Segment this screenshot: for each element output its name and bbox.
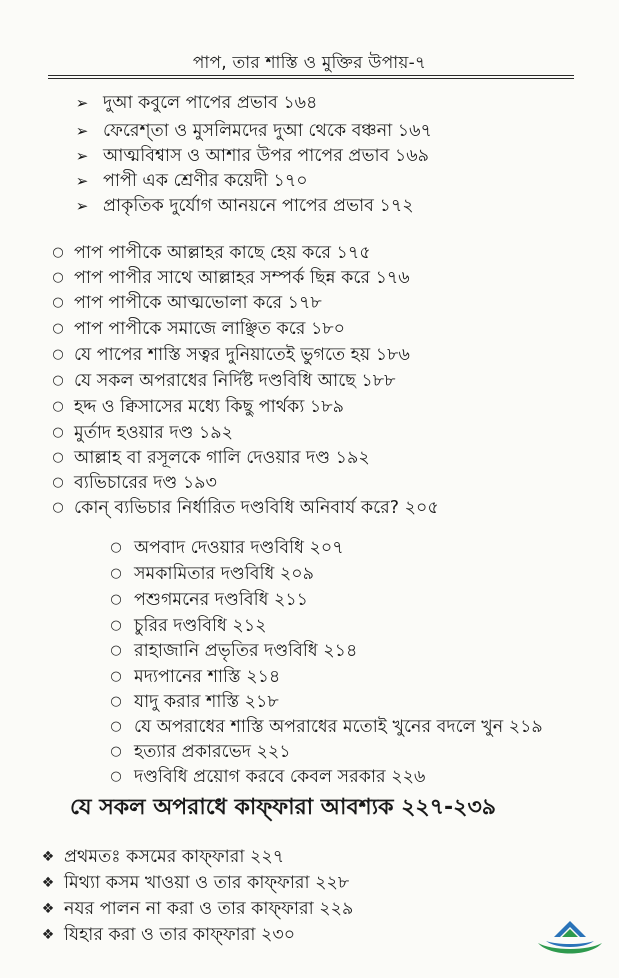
list-item bbox=[0, 342, 619, 368]
list-item bbox=[0, 445, 619, 471]
list-item-text: হদ্দ ও ক্বিসাসের মধ্যে কিছু পার্থক্য ১৮৯ bbox=[74, 397, 344, 417]
arrow-bullet-icon: ➢ bbox=[75, 122, 89, 140]
list-item bbox=[0, 90, 619, 116]
list-item bbox=[0, 689, 619, 715]
list-item bbox=[0, 394, 619, 420]
list-item-text: ব্যভিচারের দণ্ড ১৯৩ bbox=[74, 473, 217, 493]
list-item bbox=[0, 870, 619, 896]
publisher-logo-icon bbox=[532, 913, 608, 961]
list-item bbox=[0, 316, 619, 342]
diamond-bullet-icon: ❖ bbox=[41, 927, 55, 943]
circle-bullet-icon: ○ bbox=[110, 540, 122, 555]
circle-bullet-icon: ○ bbox=[110, 618, 122, 633]
list-item-text: ফেরেশ্‌তা ও মুসলিমদের দুআ থেকে বঞ্চনা ১৬৭ bbox=[103, 121, 432, 141]
list-item bbox=[0, 587, 619, 613]
section-heading: যে সকল অপরাধে কাফ্‌ফারা আবশ্যক ২২৭-২৩৯ bbox=[70, 795, 497, 820]
arrow-bullet-icon: ➢ bbox=[75, 197, 89, 215]
circle-bullet-icon: ○ bbox=[52, 450, 64, 465]
header-rule bbox=[48, 78, 574, 79]
list-item-text: যে অপরাধের শাস্তি অপরাধের মতোই খুনের বদলে খুন ২১৯ bbox=[134, 717, 543, 737]
list-item bbox=[0, 896, 619, 922]
circle-bullet-icon: ○ bbox=[110, 694, 122, 709]
list-item-text: পাপ পাপীকে আত্মভোলা করে ১৭৮ bbox=[74, 293, 322, 313]
list-item bbox=[0, 613, 619, 639]
list-item bbox=[0, 168, 619, 194]
list-item-text: যিহার করা ও তার কাফ্‌ফারা ২৩০ bbox=[64, 925, 296, 945]
list-item bbox=[0, 844, 619, 870]
list-item bbox=[0, 118, 619, 144]
circle-bullet-icon: ○ bbox=[52, 321, 64, 336]
list-item-text: প্রথমতঃ কসমের কাফ্‌ফারা ২২৭ bbox=[64, 847, 285, 867]
list-item bbox=[0, 561, 619, 587]
circle-bullet-icon: ○ bbox=[52, 347, 64, 362]
list-item-text: রাহাজানি প্রভৃতির দণ্ডবিধি ২১৪ bbox=[134, 641, 358, 661]
arrow-bullet-icon: ➢ bbox=[75, 172, 89, 190]
circle-bullet-icon: ○ bbox=[110, 769, 122, 784]
list-item-text: পাপী এক শ্রেণীর কয়েদী ১৭০ bbox=[103, 171, 308, 191]
page-header-title: পাপ, তার শাস্তি ও মুক্তির উপায়-৭ bbox=[192, 53, 427, 73]
list-item-text: হত্যার প্রকারভেদ ২২১ bbox=[134, 742, 291, 762]
circle-bullet-icon: ○ bbox=[52, 500, 64, 515]
circle-bullet-icon: ○ bbox=[52, 475, 64, 490]
list-item-text: দণ্ডবিধি প্রয়োগ করবে কেবল সরকার ২২৬ bbox=[134, 767, 426, 787]
circle-bullet-icon: ○ bbox=[52, 295, 64, 310]
circle-bullet-icon: ○ bbox=[110, 643, 122, 658]
diamond-bullet-icon: ❖ bbox=[41, 901, 55, 917]
list-item bbox=[0, 535, 619, 561]
circle-bullet-icon: ○ bbox=[52, 425, 64, 440]
list-item-text: অপবাদ দেওয়ার দণ্ডবিধি ২০৭ bbox=[134, 538, 344, 558]
list-item bbox=[0, 143, 619, 169]
list-item-text: দুআ কবুলে পাপের প্রভাব ১৬৪ bbox=[103, 93, 318, 113]
list-item-text: মুর্তাদ হওয়ার দণ্ড ১৯২ bbox=[74, 423, 234, 443]
circle-bullet-icon: ○ bbox=[52, 270, 64, 285]
list-item bbox=[0, 664, 619, 690]
circle-bullet-icon: ○ bbox=[52, 373, 64, 388]
list-item bbox=[0, 193, 619, 219]
list-item-text: মদ্যপানের শাস্তি ২১৪ bbox=[134, 667, 281, 687]
header-rule bbox=[48, 75, 574, 76]
list-item-text: চুরির দণ্ডবিধি ২১২ bbox=[134, 616, 267, 636]
list-item bbox=[0, 764, 619, 790]
circle-bullet-icon: ○ bbox=[52, 399, 64, 414]
circle-bullet-icon: ○ bbox=[110, 744, 122, 759]
list-item bbox=[0, 714, 619, 740]
diamond-bullet-icon: ❖ bbox=[41, 849, 55, 865]
list-item-text: আত্মবিশ্বাস ও আশার উপর পাপের প্রভাব ১৬৯ bbox=[103, 146, 430, 166]
list-item-text: প্রাকৃতিক দুর্যোগ আনয়নে পাপের প্রভাব ১৭২ bbox=[103, 196, 414, 216]
circle-bullet-icon: ○ bbox=[110, 669, 122, 684]
list-item bbox=[0, 290, 619, 316]
list-item bbox=[0, 368, 619, 394]
list-item-text: যে সকল অপরাধের নির্দিষ্ট দণ্ডবিধি আছে ১৮৮ bbox=[74, 371, 396, 391]
list-item-text: পশুগমনের দণ্ডবিধি ২১১ bbox=[134, 590, 309, 610]
list-item bbox=[0, 495, 619, 521]
circle-bullet-icon: ○ bbox=[110, 719, 122, 734]
list-item-text: পাপ পাপীকে আল্লাহর কাছে হেয় করে ১৭৫ bbox=[74, 243, 371, 263]
list-item-text: যে পাপের শাস্তি সত্বর দুনিয়াতেই ভুগতে হয় ১৮৬ bbox=[74, 345, 410, 365]
list-item bbox=[0, 420, 619, 446]
arrow-bullet-icon: ➢ bbox=[75, 94, 89, 112]
arrow-bullet-icon: ➢ bbox=[75, 147, 89, 165]
list-item bbox=[0, 240, 619, 266]
list-item-text: পাপ পাপীর সাথে আল্লাহর সম্পর্ক ছিন্ন করে ১৭৬ bbox=[74, 268, 410, 288]
list-item-text: মিথ্যা কসম খাওয়া ও তার কাফ্‌ফারা ২২৮ bbox=[64, 873, 350, 893]
list-item bbox=[0, 638, 619, 664]
circle-bullet-icon: ○ bbox=[52, 245, 64, 260]
circle-bullet-icon: ○ bbox=[110, 592, 122, 607]
list-item-text: আল্লাহ বা রসূলকে গালি দেওয়ার দণ্ড ১৯২ bbox=[74, 448, 370, 468]
list-item bbox=[0, 739, 619, 765]
list-item-text: কোন্‌ ব্যভিচার নির্ধারিত দণ্ডবিধি অনিবার্য করে? ২০৫ bbox=[74, 498, 439, 518]
list-item bbox=[0, 470, 619, 496]
list-item-text: সমকামিতার দণ্ডবিধি ২০৯ bbox=[134, 564, 314, 584]
circle-bullet-icon: ○ bbox=[110, 566, 122, 581]
list-item bbox=[0, 922, 619, 948]
diamond-bullet-icon: ❖ bbox=[41, 875, 55, 891]
list-item-text: পাপ পাপীকে সমাজে লাঞ্ছিত করে ১৮০ bbox=[74, 319, 346, 339]
list-item-text: যাদু করার শাস্তি ২১৮ bbox=[134, 692, 279, 712]
list-item-text: নযর পালন না করা ও তার কাফ্‌ফারা ২২৯ bbox=[64, 899, 354, 919]
list-item bbox=[0, 265, 619, 291]
